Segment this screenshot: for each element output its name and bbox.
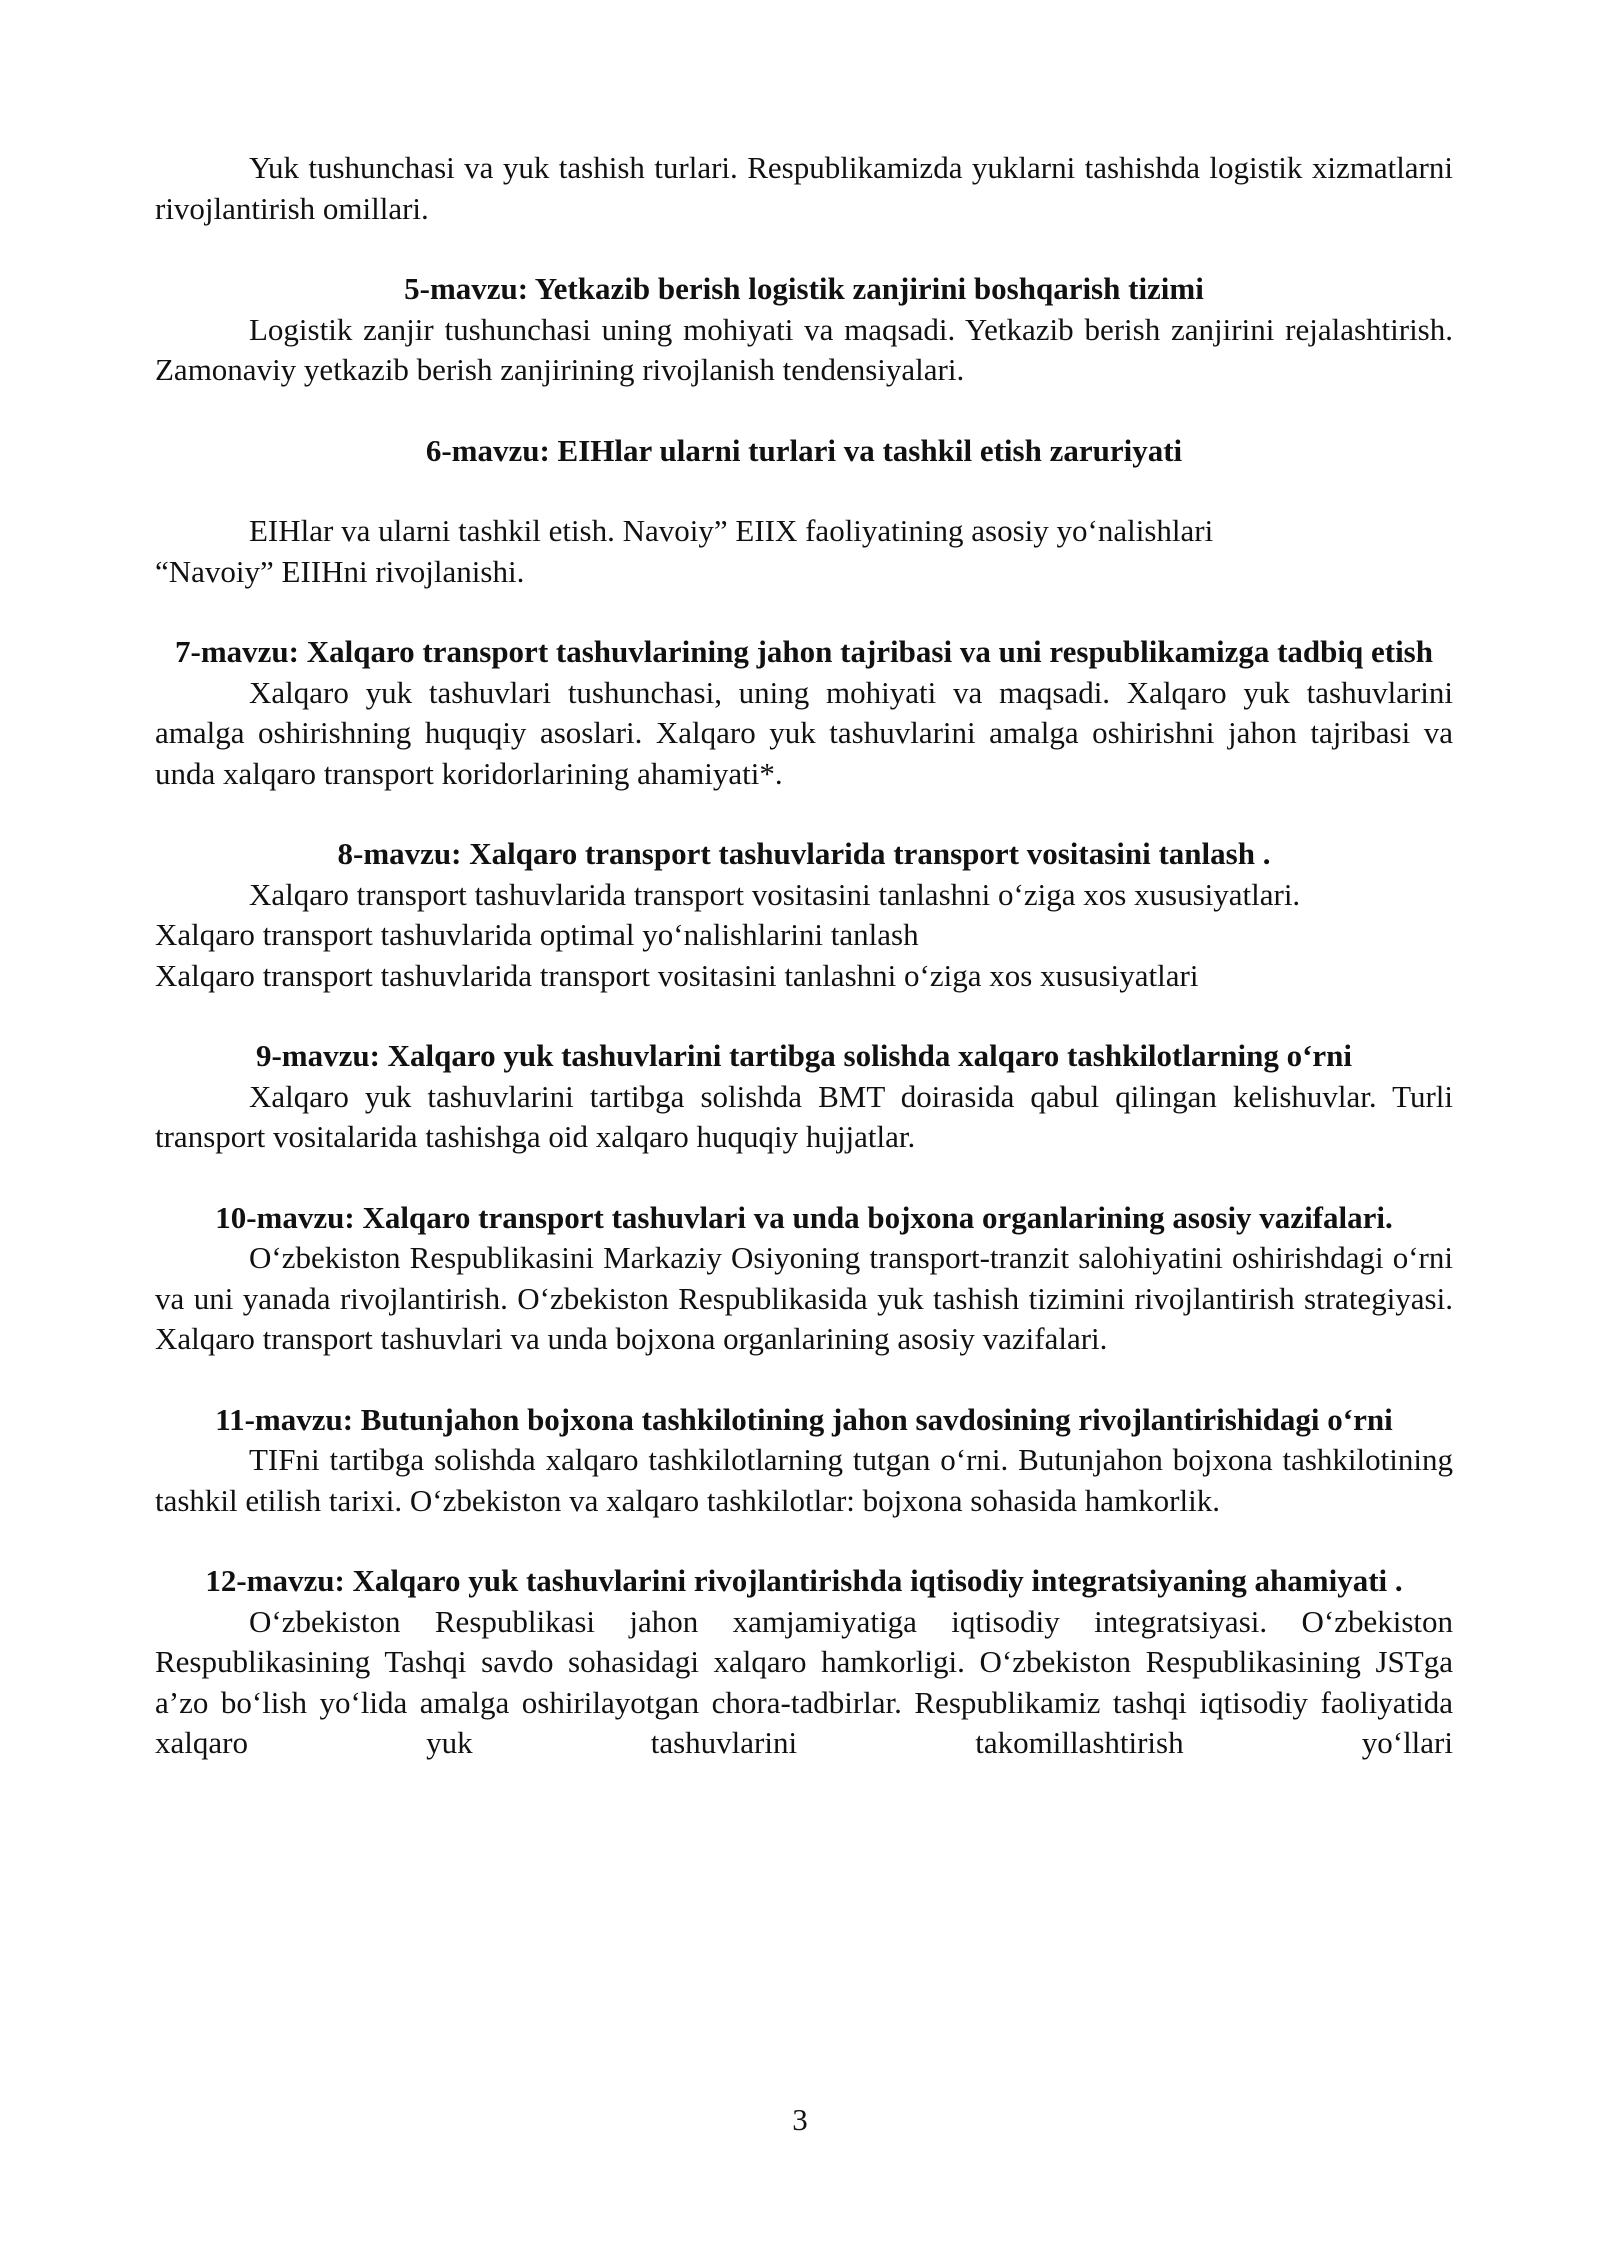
topic-6-body-line-1: EIHlar va ularni tashkil etish. Navoiy” EIIX faoliyatining asosiy yo‘nalishlari — [249, 513, 1214, 548]
document-page — [155, 148, 1453, 1764]
topic-10-body: O‘zbekiston Respublikasini Markaziy Osiyoning transport-tranzit salohiyatini oshirishdagi o‘rni va uni yanada rivojlantirish. O‘zbekiston Respublikasida yuk tashish tizimini rivojlantirish strategiyasi. Xalqaro transport tashuvlari va unda bojxona organlarining asosiy vazifalari. — [155, 1240, 1453, 1356]
topic-7-body: Xalqaro yuk tashuvlari tushunchasi, uning mohiyati va maqsadi. Xalqaro yuk tashuvlarini amalga oshirishning huquqiy asoslari. Xalqaro yuk tashuvlarini amalga oshirishni jahon tajribasi va unda xalqaro transport koridorlarining ahamiyati*. — [155, 674, 1453, 791]
topic-6 — [155, 431, 1453, 593]
topic-8-body-line-3: Xalqaro transport tashuvlarida transport vositasini tanlashni o‘ziga xos xususiyatlari — [155, 957, 1199, 993]
topic-10 — [155, 1198, 1453, 1360]
topic-8-heading: 8-mavzu: Xalqaro transport tashuvlarida transport vositasini tanlash . — [337, 836, 1271, 871]
topic-8-body-line-1: Xalqaro transport tashuvlarida transport vositasini tanlashni o‘ziga xos xususiyatlari. — [249, 876, 1301, 912]
topic-12 — [155, 1561, 1453, 1764]
topic-5-heading: 5-mavzu: Yetkazib berish logistik zanjirini boshqarish tizimi — [404, 271, 1204, 306]
topic-11-body: TIFni tartibga solishda xalqaro tashkilotlarning tutgan o‘rni. Butunjahon bojxona tashkilotining tashkil etilish tarixi. O‘zbekiston va xalqaro tashkilotlar: bojxona sohasida hamkorlik. — [155, 1442, 1453, 1518]
topic-10-heading: 10-mavzu: Xalqaro transport tashuvlari va unda bojxona organlarining asosiy vazifalari. — [215, 1199, 1393, 1235]
topic-9-body: Xalqaro yuk tashuvlarini tartibga solishda BMT doirasida qabul qilingan kelishuvlar. Turli transport vositalarida tashishga oid xalqaro huquqiy hujjatlar. — [155, 1078, 1453, 1154]
topic-11-heading: 11-mavzu: Butunjahon bojxona tashkilotining jahon savdosining rivojlantirishidagi o‘rni — [215, 1401, 1393, 1437]
topic-5 — [155, 269, 1453, 391]
page-number: 3 — [792, 2102, 808, 2137]
topic-5-body: Logistik zanjir tushunchasi uning mohiyati va maqsadi. Yetkazib berish zanjirini rejalashtirish. Zamonaviy yetkazib berish zanjirining rivojlanish tendensiyalari. — [155, 311, 1453, 387]
topic-12-heading: 12-mavzu: Xalqaro yuk tashuvlarini rivojlantirishda iqtisodiy integratsiyaning ahamiyati . — [205, 1563, 1403, 1598]
topic-7-heading: 7-mavzu: Xalqaro transport tashuvlarining jahon tajribasi va uni respublikamizga tadbiq etish — [175, 634, 1433, 669]
topic-12-body: O‘zbekiston Respublikasi jahon xamjamiyatiga iqtisodiy integratsiyasi. O‘zbekiston Respublikasining Tashqi savdo sohasidagi xalqaro hamkorligi. O‘zbekiston Respublikasining JSTga a’zo bo‘lish yo‘lida amalga oshirilayotgan chora-tadbirlar. Respublikamiz tashqi iqtisodiy faoliyatida xalqaro yuk tashuvlarini takomillashtirish yo‘llari — [155, 1603, 1453, 1760]
topic-8-body-line-2: Xalqaro transport tashuvlarida optimal yo‘nalishlarini tanlash — [155, 917, 919, 952]
topic-11 — [155, 1400, 1453, 1522]
topic-8 — [155, 834, 1453, 996]
topic-7 — [155, 632, 1453, 794]
topic-9-heading: 9-mavzu: Xalqaro yuk tashuvlarini tartibga solishda xalqaro tashkilotlarning o‘rni — [255, 1038, 1353, 1073]
intro-paragraph: Yuk tushunchasi va yuk tashish turlari. Respublikamizda yuklarni tashishda logistik xizmatlarni rivojlantirish omillari. — [155, 150, 1453, 226]
topic-9 — [155, 1036, 1453, 1158]
topic-6-body-line-2: “Navoiy” EIIHni rivojlanishi. — [155, 553, 525, 589]
topic-6-heading: 6-mavzu: EIHlar ularni turlari va tashkil etish zaruriyati — [425, 432, 1183, 468]
